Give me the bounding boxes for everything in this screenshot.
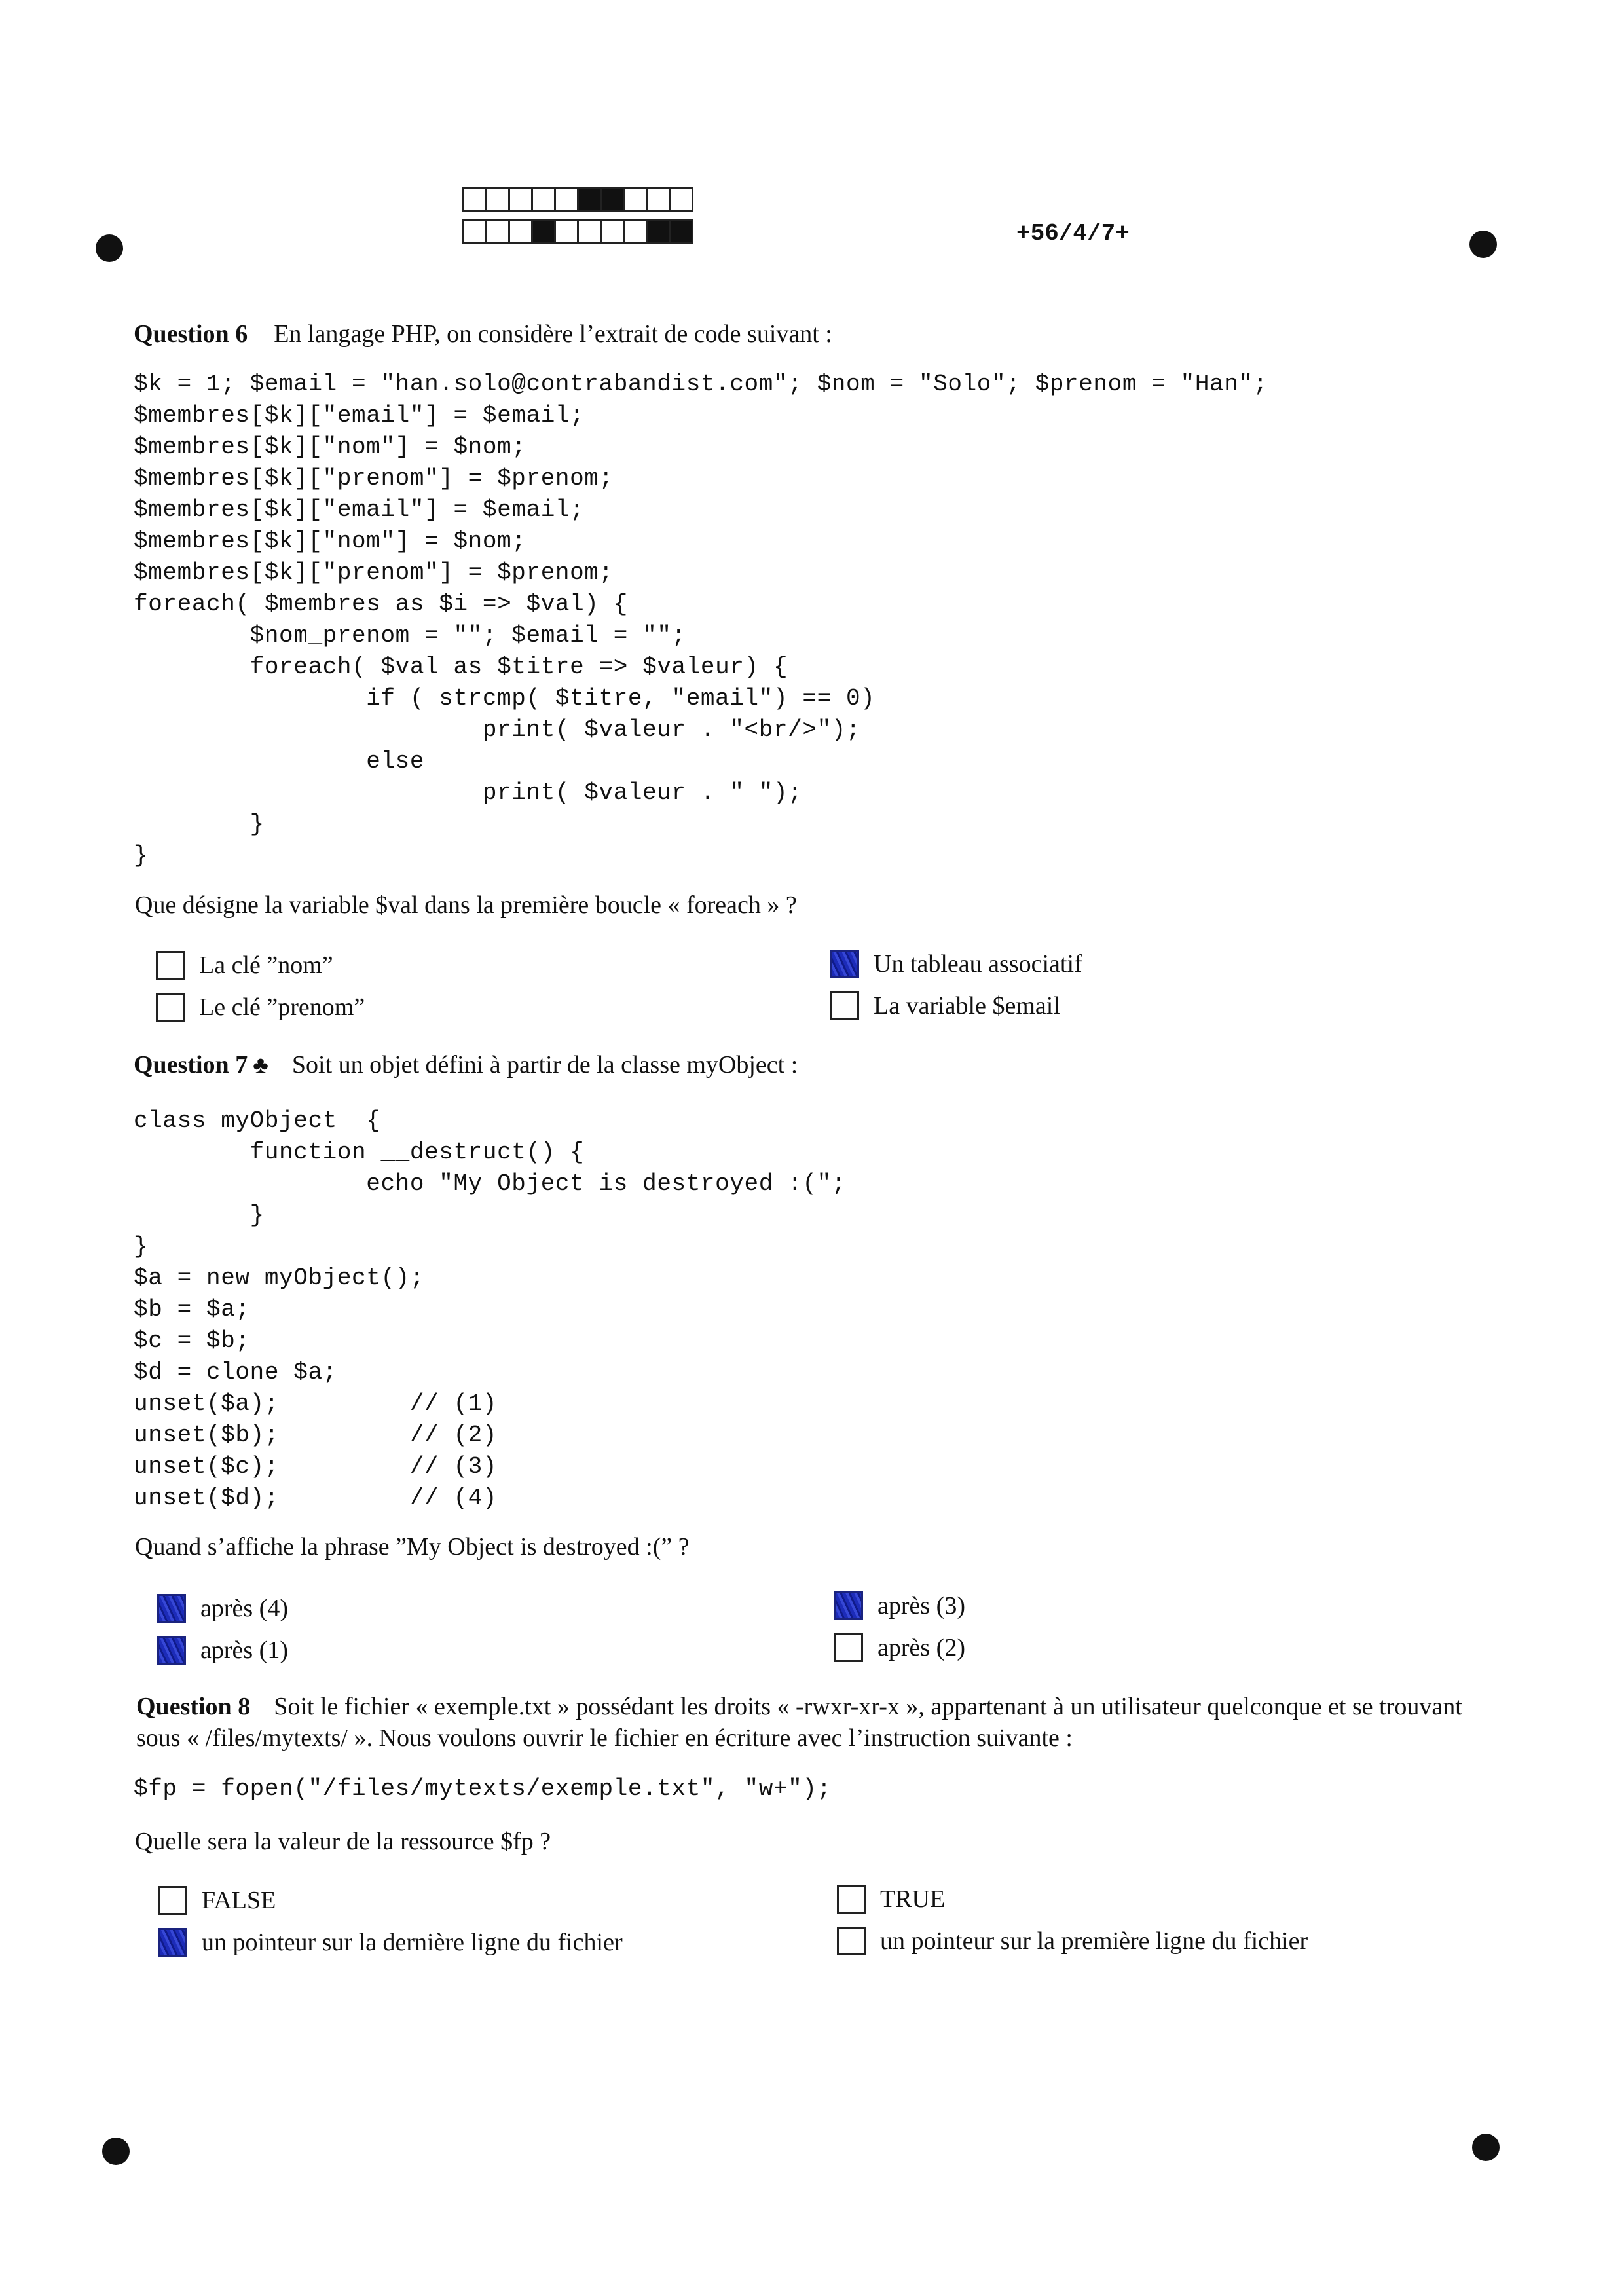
answer-checkbox[interactable]: [156, 993, 185, 1022]
answer-label: FALSE: [202, 1887, 276, 1914]
barcode-cell: [531, 187, 556, 212]
question-intro: Soit le fichier « exemple.txt » possédant les droits « -rwxr-xr-x », appartenant à un utilisateur quelconque et se trouvant sous « /files/mytexts/ ». Nous voulons ouvrir le fichier en écriture avec l’instruction suivante :: [136, 1693, 1462, 1752]
barcode-cell: [623, 219, 648, 244]
answer-checkbox[interactable]: [158, 1886, 187, 1915]
barcode-cell: [462, 219, 487, 244]
answer-option[interactable]: [837, 1885, 945, 1914]
answer-option[interactable]: [156, 993, 365, 1022]
answer-label: TRUE: [880, 1885, 946, 1913]
barcode-cell: [669, 187, 693, 212]
barcode-cell: [462, 187, 487, 212]
answer-option[interactable]: [158, 1886, 276, 1915]
answer-label: après (1): [200, 1637, 288, 1664]
answer-option[interactable]: [156, 951, 333, 980]
answer-checkbox[interactable]: [157, 1636, 186, 1665]
answer-option[interactable]: [834, 1633, 965, 1662]
answer-checkbox[interactable]: [156, 951, 185, 980]
answer-option[interactable]: [158, 1928, 623, 1957]
barcode-cell: [554, 219, 579, 244]
answer-label: un pointeur sur la dernière ligne du fichier: [202, 1929, 623, 1956]
answer-label: Le clé ”prenom”: [199, 993, 365, 1021]
barcode-cell: [600, 187, 625, 212]
answer-checkbox[interactable]: [837, 1927, 866, 1955]
answer-option[interactable]: [157, 1594, 288, 1623]
registration-mark-top-right: [1469, 231, 1497, 258]
answer-checkbox[interactable]: [158, 1928, 187, 1957]
barcode-row: [462, 187, 692, 212]
barcode-cell: [600, 219, 625, 244]
barcode-cell: [646, 187, 671, 212]
answer-option[interactable]: [830, 991, 1060, 1020]
question-prompt: Quand s’affiche la phrase ”My Object is destroyed :(” ?: [135, 1533, 690, 1561]
answer-label: Un tableau associatif: [874, 950, 1082, 978]
answer-option[interactable]: [157, 1636, 288, 1665]
question-8-header: [136, 1691, 1485, 1754]
answer-checkbox[interactable]: [834, 1633, 863, 1662]
answer-checkbox[interactable]: [830, 950, 859, 978]
registration-mark-top-left: [96, 234, 123, 262]
answer-checkbox[interactable]: [837, 1885, 866, 1914]
registration-mark-bottom-right: [1472, 2134, 1500, 2161]
question-6-header: [134, 320, 832, 348]
barcode-cell: [577, 187, 602, 212]
barcode-cell: [669, 219, 693, 244]
answer-option[interactable]: [837, 1927, 1308, 1955]
code-block: $k = 1; $email = "han.solo@contrabandist.com"; $nom = "Solo"; $prenom = "Han"; $membres[$k]["email"] = $email; $membres[$k]["nom"] = $nom; $membres[$k]["prenom"] = $prenom; $membres[$k]["email"] = $email; $membres[$k]["nom"] = $nom; $membres[$k]["prenom"] = $prenom; foreach( $membres as $i => $val) { $nom_prenom = ""; $email = ""; foreach( $val as $titre => $valeur) { if ( strcmp( $titre, "email") == 0) print( $valeur . "<br/>"); else print( $valeur . " "); } }: [134, 371, 1268, 869]
barcode-row: [462, 219, 692, 244]
answer-checkbox[interactable]: [157, 1594, 186, 1623]
answer-option[interactable]: [830, 950, 1082, 978]
question-label: Question 6: [134, 320, 248, 348]
code-block: class myObject { function __destruct() { echo "My Object is destroyed :("; } } $a = new myObject(); $b = $a; $c = $b; $d = clone $a; unset($a); // (1) unset($b); // (2) unset($c); // (3) unset($d); // (4): [134, 1107, 846, 1511]
answer-checkbox[interactable]: [830, 991, 859, 1020]
barcode-cell: [623, 187, 648, 212]
barcode-cell: [554, 187, 579, 212]
answer-label: un pointeur sur la première ligne du fichier: [880, 1927, 1308, 1955]
answer-label: après (2): [877, 1634, 965, 1661]
page-identifier: +56/4/7+: [1016, 220, 1130, 247]
barcode-cell: [531, 219, 556, 244]
answer-label: La clé ”nom”: [199, 952, 333, 979]
barcode-cell: [485, 219, 510, 244]
answer-option[interactable]: [834, 1591, 965, 1620]
question-intro: En langage PHP, on considère l’extrait de code suivant :: [274, 320, 832, 348]
code-block: $fp = fopen("/files/mytexts/exemple.txt", "w+");: [134, 1775, 832, 1802]
question-label: Question 7: [134, 1051, 248, 1079]
barcode-cell: [508, 187, 533, 212]
answer-label: après (4): [200, 1595, 288, 1622]
barcode-cell: [508, 219, 533, 244]
barcode-cell: [577, 219, 602, 244]
answer-label: après (3): [877, 1592, 965, 1620]
question-7-header: [134, 1050, 798, 1079]
question-prompt: Quelle sera la valeur de la ressource $fp ?: [135, 1828, 551, 1855]
barcode-cell: [485, 187, 510, 212]
barcode-cell: [646, 219, 671, 244]
question-prompt: Que désigne la variable $val dans la première boucle « foreach » ?: [135, 891, 797, 919]
answer-checkbox[interactable]: [834, 1591, 863, 1620]
club-icon: ♣: [253, 1052, 268, 1078]
answer-label: La variable $email: [874, 992, 1060, 1020]
question-label: Question 8: [136, 1693, 251, 1720]
registration-mark-bottom-left: [102, 2138, 130, 2165]
question-intro: Soit un objet défini à partir de la classe myObject :: [291, 1051, 798, 1079]
